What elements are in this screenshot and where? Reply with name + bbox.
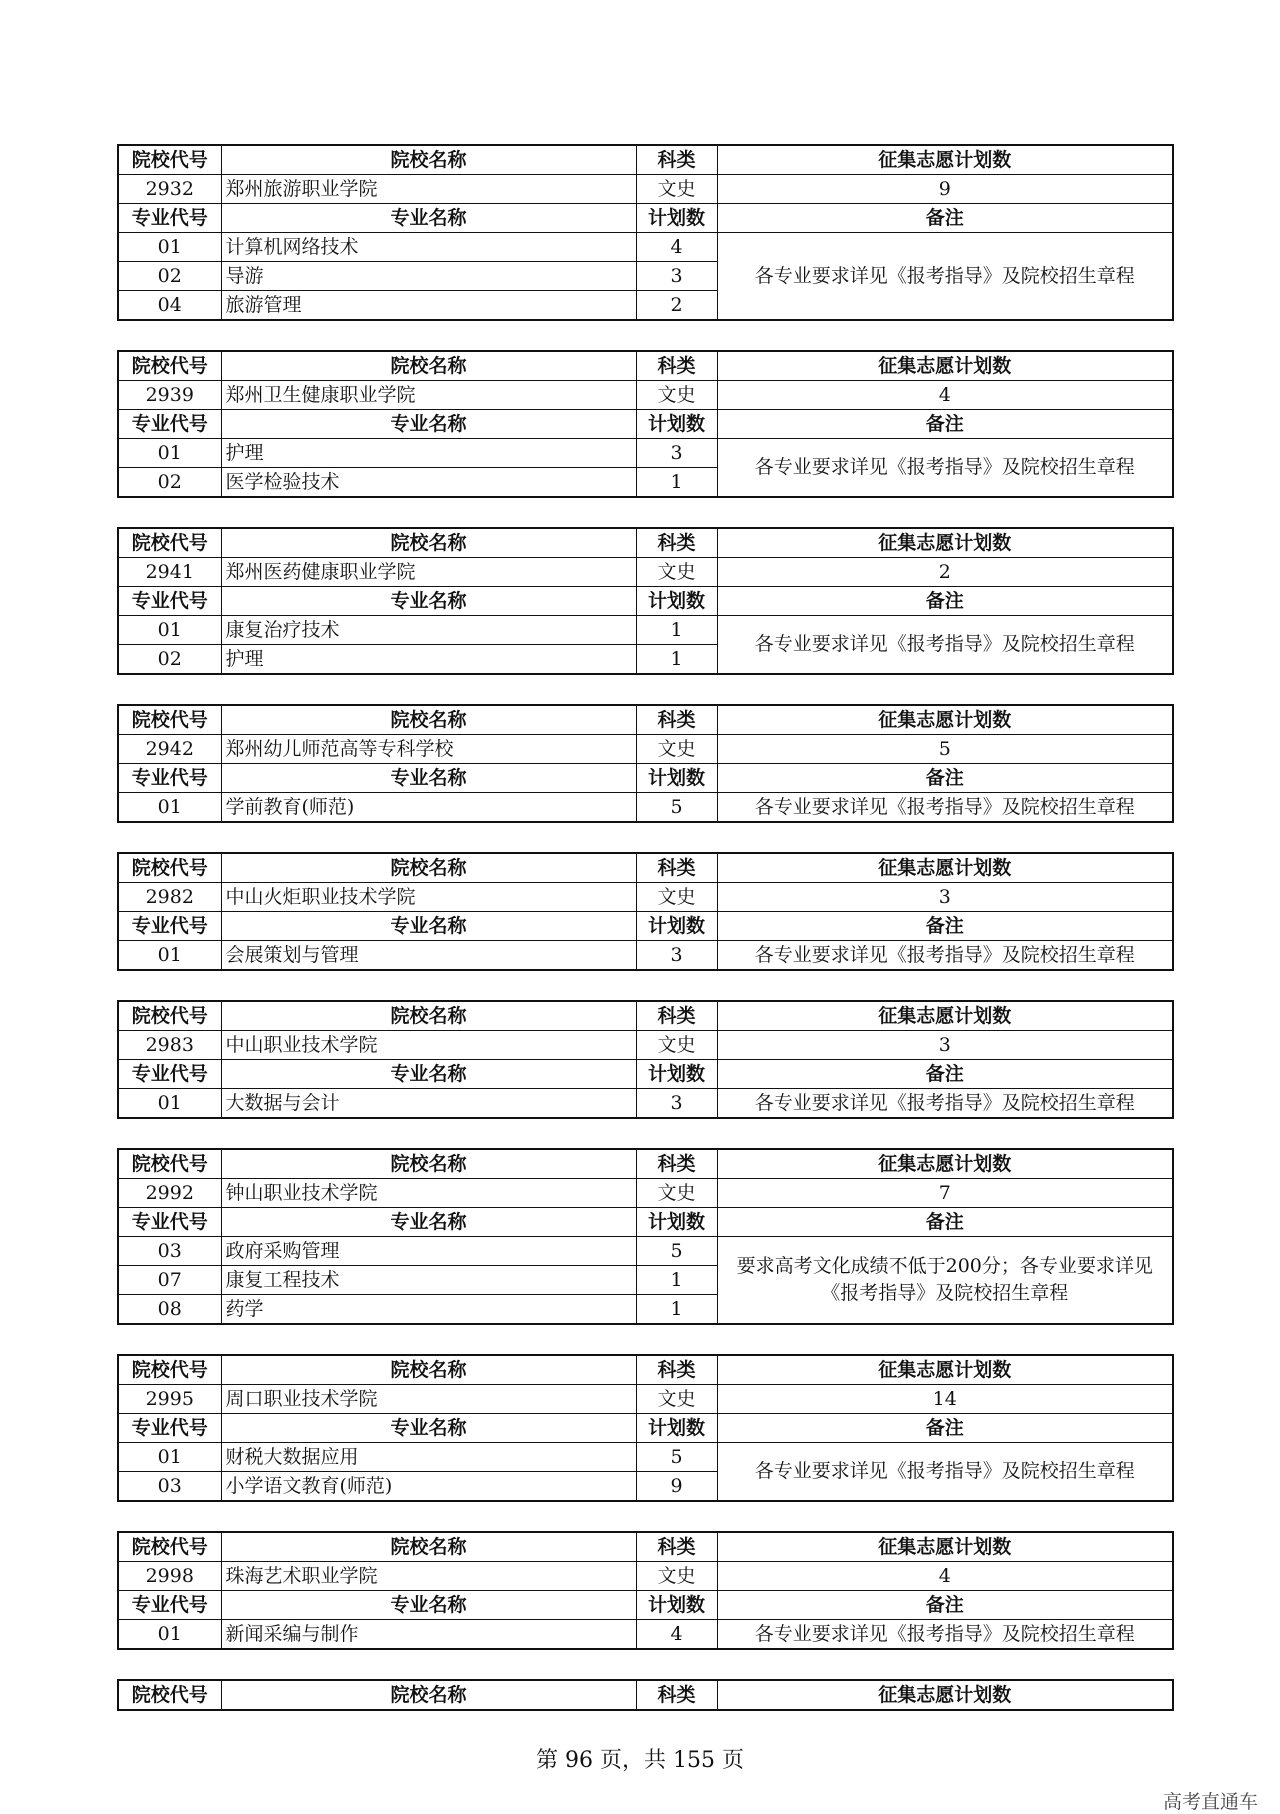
school-header-row (118, 1149, 1173, 1179)
school-name-header: 院校名称 (221, 528, 636, 558)
school-header-row (118, 351, 1173, 381)
category-header: 科类 (636, 1680, 717, 1710)
plan-total-header: 征集志愿计划数 (717, 705, 1173, 735)
school-name-header: 院校名称 (221, 1355, 636, 1385)
plan-total-header: 征集志愿计划数 (717, 351, 1173, 381)
plan-count-header: 计划数 (636, 1591, 717, 1620)
school-code-header: 院校代号 (118, 1532, 221, 1562)
major-remarks: 各专业要求详见《报考指导》及院校招生章程 (717, 233, 1173, 321)
category-header: 科类 (636, 1149, 717, 1179)
plan-count-header: 计划数 (636, 204, 717, 233)
category-header: 科类 (636, 705, 717, 735)
major-plan-count: 1 (636, 616, 717, 645)
major-name: 护理 (221, 645, 636, 675)
major-row (118, 941, 1173, 971)
category-header: 科类 (636, 1001, 717, 1031)
major-row (118, 439, 1173, 468)
major-code: 03 (118, 1237, 221, 1266)
major-name: 旅游管理 (221, 291, 636, 321)
major-plan-count: 3 (636, 1089, 717, 1119)
watermark-logo: 高考直通车 (1162, 1791, 1258, 1813)
school-category: 文史 (636, 1562, 717, 1591)
school-code: 2983 (118, 1031, 221, 1060)
major-code: 02 (118, 262, 221, 291)
school-code-header: 院校代号 (118, 705, 221, 735)
school-category: 文史 (636, 381, 717, 410)
remarks-header: 备注 (717, 1591, 1173, 1620)
school-header-row (118, 1355, 1173, 1385)
plan-total-header: 征集志愿计划数 (717, 1532, 1173, 1562)
school-row (118, 1385, 1173, 1414)
major-name: 康复治疗技术 (221, 616, 636, 645)
major-name: 大数据与会计 (221, 1089, 636, 1119)
school-row (118, 1562, 1173, 1591)
plan-total-header: 征集志愿计划数 (717, 1149, 1173, 1179)
remarks-header: 备注 (717, 912, 1173, 941)
plan-count-header: 计划数 (636, 410, 717, 439)
major-name-header: 专业名称 (221, 1208, 636, 1237)
school-plan-total: 2 (717, 558, 1173, 587)
plan-total-header: 征集志愿计划数 (717, 1001, 1173, 1031)
school-plan-total: 14 (717, 1385, 1173, 1414)
major-code-header: 专业代号 (118, 587, 221, 616)
school-name-header: 院校名称 (221, 853, 636, 883)
school-table (117, 1000, 1174, 1119)
school-name: 钟山职业技术学院 (221, 1179, 636, 1208)
school-name: 郑州医药健康职业学院 (221, 558, 636, 587)
school-table (117, 1148, 1174, 1325)
school-category: 文史 (636, 1385, 717, 1414)
school-plan-total: 3 (717, 1031, 1173, 1060)
plan-count-header: 计划数 (636, 587, 717, 616)
school-row (118, 381, 1173, 410)
school-name-header: 院校名称 (221, 351, 636, 381)
major-header-row (118, 410, 1173, 439)
major-code: 07 (118, 1266, 221, 1295)
document-body (117, 144, 1172, 1740)
school-plan-total: 7 (717, 1179, 1173, 1208)
major-plan-count: 1 (636, 1266, 717, 1295)
major-plan-count: 4 (636, 1620, 717, 1650)
major-plan-count: 5 (636, 1237, 717, 1266)
school-category: 文史 (636, 1031, 717, 1060)
school-category: 文史 (636, 883, 717, 912)
major-header-row (118, 764, 1173, 793)
school-table-partial (117, 1679, 1174, 1711)
remarks-header: 备注 (717, 1414, 1173, 1443)
school-plan-total: 4 (717, 381, 1173, 410)
major-code: 04 (118, 291, 221, 321)
school-header-row (118, 145, 1173, 175)
major-plan-count: 3 (636, 941, 717, 971)
school-code-header: 院校代号 (118, 1001, 221, 1031)
school-code: 2995 (118, 1385, 221, 1414)
school-row (118, 175, 1173, 204)
major-plan-count: 3 (636, 262, 717, 291)
school-code: 2941 (118, 558, 221, 587)
major-name-header: 专业名称 (221, 204, 636, 233)
school-header-row (118, 705, 1173, 735)
remarks-header: 备注 (717, 587, 1173, 616)
major-code-header: 专业代号 (118, 1060, 221, 1089)
school-row (118, 735, 1173, 764)
school-table (117, 1354, 1174, 1502)
major-row (118, 1237, 1173, 1266)
major-name: 药学 (221, 1295, 636, 1325)
major-name: 康复工程技术 (221, 1266, 636, 1295)
major-header-row (118, 204, 1173, 233)
plan-count-header: 计划数 (636, 764, 717, 793)
school-code: 2992 (118, 1179, 221, 1208)
school-row (118, 558, 1173, 587)
school-name: 郑州卫生健康职业学院 (221, 381, 636, 410)
school-code: 2939 (118, 381, 221, 410)
major-code: 01 (118, 1620, 221, 1650)
major-header-row (118, 1591, 1173, 1620)
category-header: 科类 (636, 1355, 717, 1385)
major-name-header: 专业名称 (221, 1060, 636, 1089)
school-plan-total: 9 (717, 175, 1173, 204)
school-code-header: 院校代号 (118, 351, 221, 381)
major-name-header: 专业名称 (221, 764, 636, 793)
major-plan-count: 2 (636, 291, 717, 321)
plan-count-header: 计划数 (636, 1060, 717, 1089)
plan-count-header: 计划数 (636, 1414, 717, 1443)
major-code-header: 专业代号 (118, 1414, 221, 1443)
major-name: 政府采购管理 (221, 1237, 636, 1266)
school-header-row (118, 853, 1173, 883)
school-header-row (118, 1532, 1173, 1562)
major-name: 新闻采编与制作 (221, 1620, 636, 1650)
major-code: 01 (118, 233, 221, 262)
major-row (118, 1089, 1173, 1119)
major-code: 01 (118, 1089, 221, 1119)
major-plan-count: 5 (636, 793, 717, 823)
remarks-header: 备注 (717, 204, 1173, 233)
major-code-header: 专业代号 (118, 410, 221, 439)
major-header-row (118, 1208, 1173, 1237)
school-header-row (118, 1680, 1173, 1710)
school-plan-total: 3 (717, 883, 1173, 912)
school-name-header: 院校名称 (221, 145, 636, 175)
major-name-header: 专业名称 (221, 1414, 636, 1443)
category-header: 科类 (636, 1532, 717, 1562)
major-code: 01 (118, 1443, 221, 1472)
plan-total-header: 征集志愿计划数 (717, 853, 1173, 883)
category-header: 科类 (636, 528, 717, 558)
major-row (118, 1443, 1173, 1472)
major-name: 计算机网络技术 (221, 233, 636, 262)
major-name: 会展策划与管理 (221, 941, 636, 971)
major-remarks: 各专业要求详见《报考指导》及院校招生章程 (717, 439, 1173, 498)
major-name: 财税大数据应用 (221, 1443, 636, 1472)
major-remarks: 各专业要求详见《报考指导》及院校招生章程 (717, 1443, 1173, 1502)
school-code: 2932 (118, 175, 221, 204)
major-code-header: 专业代号 (118, 204, 221, 233)
school-code: 2998 (118, 1562, 221, 1591)
major-name: 导游 (221, 262, 636, 291)
school-category: 文史 (636, 175, 717, 204)
major-plan-count: 1 (636, 1295, 717, 1325)
remarks-header: 备注 (717, 764, 1173, 793)
major-plan-count: 1 (636, 645, 717, 675)
major-code: 01 (118, 941, 221, 971)
major-header-row (118, 912, 1173, 941)
school-name: 郑州旅游职业学院 (221, 175, 636, 204)
plan-total-header: 征集志愿计划数 (717, 528, 1173, 558)
remarks-header: 备注 (717, 1208, 1173, 1237)
school-category: 文史 (636, 1179, 717, 1208)
school-name-header: 院校名称 (221, 1149, 636, 1179)
plan-total-header: 征集志愿计划数 (717, 1355, 1173, 1385)
major-header-row (118, 1060, 1173, 1089)
major-header-row (118, 1414, 1173, 1443)
school-name: 郑州幼儿师范高等专科学校 (221, 735, 636, 764)
school-name: 中山火炬职业技术学院 (221, 883, 636, 912)
major-plan-count: 4 (636, 233, 717, 262)
school-row (118, 1031, 1173, 1060)
school-code-header: 院校代号 (118, 528, 221, 558)
major-remarks: 要求高考文化成绩不低于200分；各专业要求详见《报考指导》及院校招生章程 (717, 1237, 1173, 1325)
major-name: 小学语文教育(师范) (221, 1472, 636, 1502)
major-code: 08 (118, 1295, 221, 1325)
major-name: 护理 (221, 439, 636, 468)
major-remarks: 各专业要求详见《报考指导》及院校招生章程 (717, 1620, 1173, 1650)
school-code-header: 院校代号 (118, 1680, 221, 1710)
category-header: 科类 (636, 351, 717, 381)
school-table (117, 1531, 1174, 1650)
major-remarks: 各专业要求详见《报考指导》及院校招生章程 (717, 1089, 1173, 1119)
major-code: 03 (118, 1472, 221, 1502)
school-name-header: 院校名称 (221, 705, 636, 735)
school-category: 文史 (636, 735, 717, 764)
school-code: 2982 (118, 883, 221, 912)
school-row (118, 1179, 1173, 1208)
school-name-header: 院校名称 (221, 1680, 636, 1710)
plan-count-header: 计划数 (636, 912, 717, 941)
school-table (117, 704, 1174, 823)
school-name: 中山职业技术学院 (221, 1031, 636, 1060)
school-table (117, 350, 1174, 498)
major-plan-count: 3 (636, 439, 717, 468)
plan-total-header: 征集志愿计划数 (717, 145, 1173, 175)
category-header: 科类 (636, 145, 717, 175)
plan-total-header: 征集志愿计划数 (717, 1680, 1173, 1710)
school-code-header: 院校代号 (118, 1149, 221, 1179)
major-name-header: 专业名称 (221, 1591, 636, 1620)
major-plan-count: 5 (636, 1443, 717, 1472)
major-name-header: 专业名称 (221, 587, 636, 616)
school-code-header: 院校代号 (118, 853, 221, 883)
major-plan-count: 9 (636, 1472, 717, 1502)
school-table (117, 144, 1174, 321)
school-name: 珠海艺术职业学院 (221, 1562, 636, 1591)
plan-count-header: 计划数 (636, 1208, 717, 1237)
major-code-header: 专业代号 (118, 912, 221, 941)
school-category: 文史 (636, 558, 717, 587)
major-code-header: 专业代号 (118, 764, 221, 793)
school-table (117, 527, 1174, 675)
major-code: 02 (118, 645, 221, 675)
major-code: 01 (118, 793, 221, 823)
remarks-header: 备注 (717, 1060, 1173, 1089)
major-header-row (118, 587, 1173, 616)
major-code: 02 (118, 468, 221, 498)
major-name-header: 专业名称 (221, 912, 636, 941)
category-header: 科类 (636, 853, 717, 883)
major-remarks: 各专业要求详见《报考指导》及院校招生章程 (717, 793, 1173, 823)
school-header-row (118, 1001, 1173, 1031)
major-name-header: 专业名称 (221, 410, 636, 439)
major-row (118, 616, 1173, 645)
school-code-header: 院校代号 (118, 145, 221, 175)
school-header-row (118, 528, 1173, 558)
major-code-header: 专业代号 (118, 1591, 221, 1620)
major-name: 学前教育(师范) (221, 793, 636, 823)
school-table (117, 852, 1174, 971)
school-name-header: 院校名称 (221, 1001, 636, 1031)
major-name: 医学检验技术 (221, 468, 636, 498)
major-code-header: 专业代号 (118, 1208, 221, 1237)
major-row (118, 1620, 1173, 1650)
major-remarks: 各专业要求详见《报考指导》及院校招生章程 (717, 616, 1173, 675)
school-name: 周口职业技术学院 (221, 1385, 636, 1414)
major-remarks: 各专业要求详见《报考指导》及院校招生章程 (717, 941, 1173, 971)
school-row (118, 883, 1173, 912)
school-code-header: 院校代号 (118, 1355, 221, 1385)
major-plan-count: 1 (636, 468, 717, 498)
school-code: 2942 (118, 735, 221, 764)
major-row (118, 233, 1173, 262)
major-row (118, 793, 1173, 823)
major-code: 01 (118, 439, 221, 468)
school-plan-total: 4 (717, 1562, 1173, 1591)
school-plan-total: 5 (717, 735, 1173, 764)
school-name-header: 院校名称 (221, 1532, 636, 1562)
page-number: 第 96 页，共 155 页 (536, 1748, 744, 1773)
remarks-header: 备注 (717, 410, 1173, 439)
major-code: 01 (118, 616, 221, 645)
